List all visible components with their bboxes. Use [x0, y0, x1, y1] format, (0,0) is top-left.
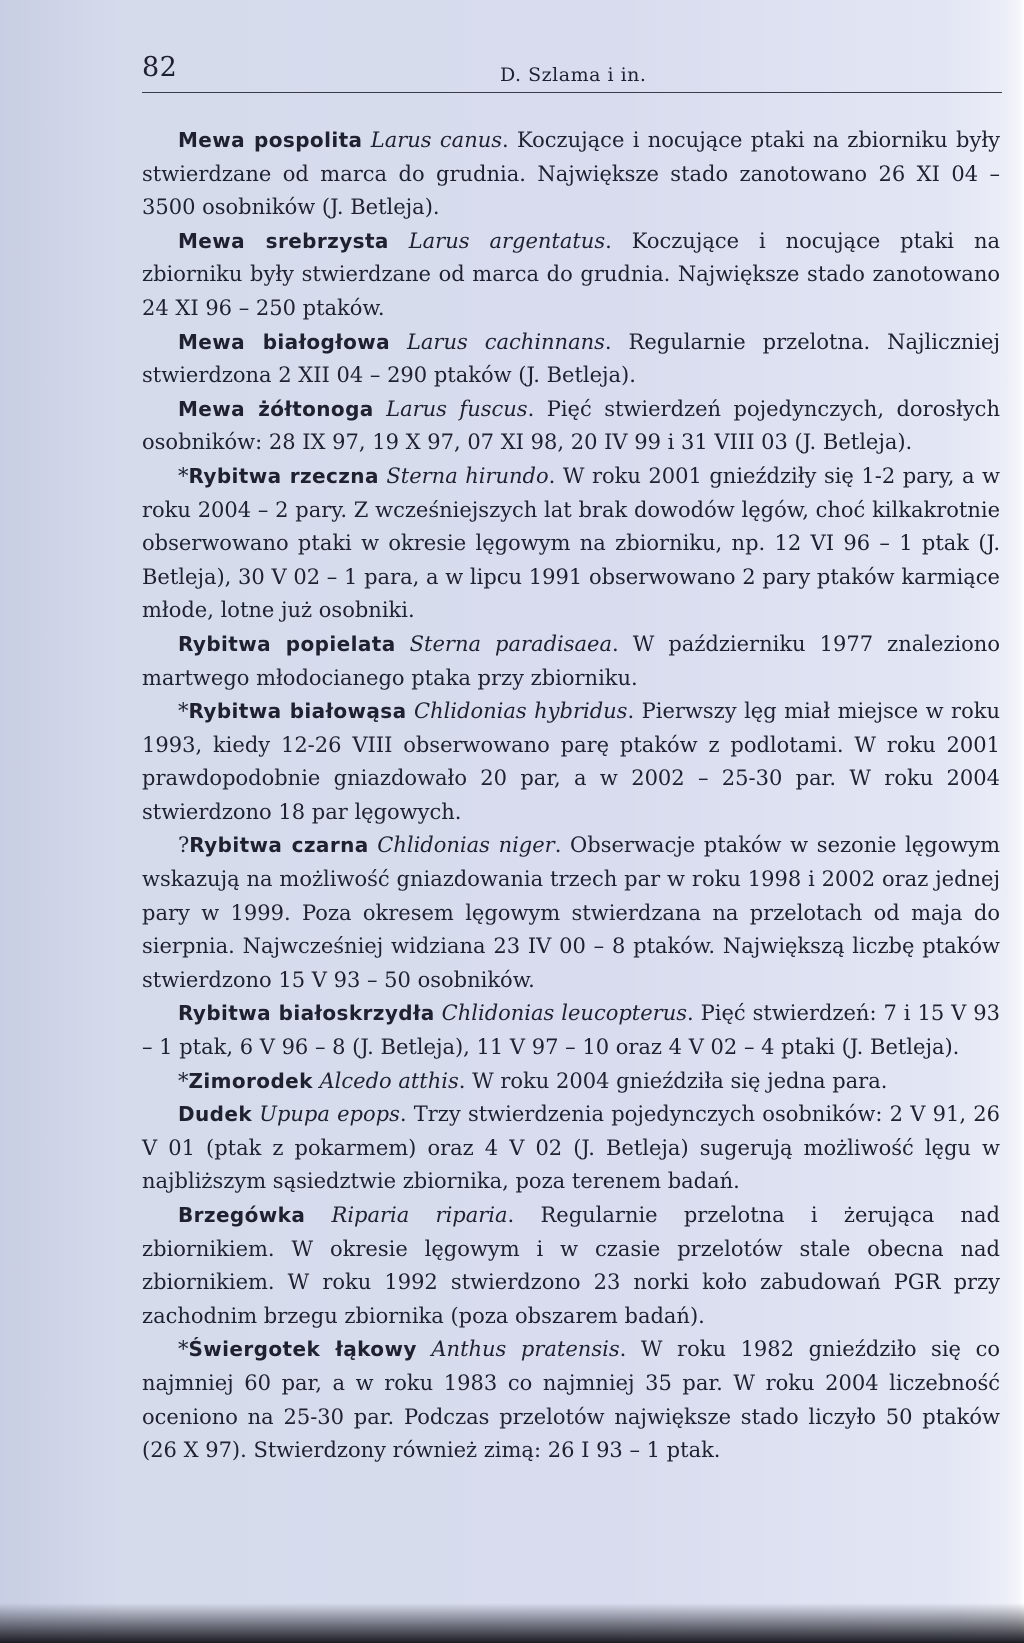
entry-text: . Koczujące i nocujące ptaki na zbiorniku były stwierdzane od marca do grudnia. Największe stado zanotowano 24 XI 96 – 250 ptaków.	[142, 228, 1000, 320]
species-entry	[142, 124, 1000, 225]
latin-name: Larus fuscus	[386, 396, 528, 421]
latin-name: Sterna paradisaea	[409, 631, 612, 656]
species-entry	[142, 326, 1000, 393]
species-entry	[142, 997, 1000, 1064]
latin-name: Chlidonias leucopterus	[441, 1001, 687, 1026]
latin-name: Chlidonias hybridus	[414, 699, 628, 724]
species-name: Mewa pospolita	[178, 128, 363, 152]
page-edge-bottom	[0, 1603, 1024, 1643]
breeding-marker: *	[178, 1068, 189, 1093]
species-name: Zimorodek	[188, 1068, 313, 1093]
entry-text: . W październiku 1977 znaleziono martwego młodocianego ptaka przy zbiorniku.	[142, 631, 1000, 690]
species-entry	[142, 628, 1000, 695]
species-name: Mewa srebrzysta	[178, 228, 389, 253]
entry-text: . Regularnie przelotna. Najliczniej stwierdzona 2 XII 04 – 290 ptaków (J. Betleja).	[142, 329, 1000, 388]
breeding-marker: *	[178, 1337, 189, 1362]
entry-text: . Obserwacje ptaków w sezonie lęgowym wskazują na możliwość gniazdowania trzech par w roku 1998 i 2002 oraz jednej pary w 1999. Poza okresem lęgowym stwierdzana na przelotach od maja do sierpnia. Najwcześniej widziana 23 IV 00 – 8 ptaków. Największą liczbę ptaków stwierdzono 15 V 93 – 50 osobników.	[142, 833, 1000, 992]
species-name: Rybitwa białoskrzydła	[178, 1001, 435, 1026]
uncertain-marker: ?	[178, 833, 190, 858]
species-name: Rybitwa czarna	[189, 833, 369, 858]
running-head: D. Szlama i in.	[500, 64, 647, 86]
entry-text: . W roku 2004 gnieździła się jedna para.	[458, 1068, 888, 1093]
species-name: Brzegówka	[178, 1203, 306, 1227]
breeding-marker: *	[178, 463, 189, 488]
page-number: 82	[142, 52, 178, 83]
species-entry	[142, 1333, 1000, 1467]
entry-text: . Pięć stwierdzeń: 7 i 15 V 93 – 1 ptak, 6 V 96 – 8 (J. Betleja), 11 V 97 – 10 oraz 4 V 02 – 4 ptaki (J. Betleja).	[142, 1001, 1000, 1060]
species-entry	[142, 1199, 1000, 1333]
species-name: Mewa żółtonoga	[178, 396, 374, 421]
breeding-marker: *	[178, 699, 189, 724]
species-name: Rybitwa białowąsa	[188, 699, 407, 724]
species-name: Mewa białogłowa	[178, 329, 390, 354]
species-name: Rybitwa rzeczna	[188, 463, 379, 488]
entry-text: . Pięć stwierdzeń pojedynczych, dorosłych osobników: 28 IX 97, 19 X 97, 07 XI 98, 20 IV 99 i 31 VIII 03 (J. Betleja).	[142, 396, 1000, 455]
latin-name: Sterna hirundo	[386, 463, 549, 488]
entry-text: . Regularnie przelotna i żerująca nad zbiornikiem. W okresie lęgowym i w czasie przelotów stale obecna nad zbiornikiem. W roku 1992 stwierdzono 23 norki koło zabudowań PGR przy zachodnim brzegu zbiornika (poza obszarem badań).	[142, 1203, 1001, 1328]
species-entry	[142, 460, 1000, 628]
entry-text: . W roku 1982 gnieździło się co najmniej 60 par, a w roku 1983 co najmniej 35 par. W roku 2004 liczebność oceniono na 25-30 par. Podczas przelotów największe stado liczyło 50 ptaków (26 X 97). Stwierdzony również zimą: 26 I 93 – 1 ptak.	[142, 1337, 1000, 1463]
latin-name: Alcedo atthis	[319, 1068, 459, 1093]
species-entry	[142, 1098, 1000, 1199]
latin-name: Upupa epops	[259, 1102, 400, 1127]
species-name: Rybitwa popielata	[178, 631, 396, 656]
species-entry	[142, 225, 1000, 326]
entry-text: . W roku 2001 gnieździły się 1-2 pary, a w roku 2004 – 2 pary. Z wcześniejszych lat brak dowodów lęgów, choć kilkakrotnie obserwowano ptaki w okresie lęgowym na zbiorniku, np. 12 VI 96 – 1 ptak (J. Betleja), 30 V 02 – 1 para, a w lipcu 1991 obserwowano 2 pary ptaków karmiące młode, lotne już osobniki.	[142, 463, 1000, 623]
latin-name: Larus argentatus	[408, 228, 606, 253]
entry-text: . Koczujące i nocujące ptaki na zbiorniku były stwierdzane od marca do grudnia. Największe stado zanotowano 26 XI 04 – 3500 osobników (J. Betleja).	[142, 128, 1000, 220]
entry-text: . Pierwszy lęg miał miejsce w roku 1993, kiedy 12-26 VIII obserwowano parę ptaków z podlotami. W roku 2001 prawdopodobnie gniazdowało 20 par, a w 2002 – 25-30 par. W roku 2004 stwierdzono 18 par lęgowych.	[142, 699, 1000, 824]
species-name: Dudek	[178, 1102, 253, 1127]
latin-name: Riparia riparia	[331, 1203, 508, 1227]
entry-text: . Trzy stwierdzenia pojedynczych osobników: 2 V 91, 26 V 01 (ptak z pokarmem) oraz 4 V 02 (J. Betleja) sugerują możliwość lęgu w najbliższym sąsiedztwie zbiornika, poza terenem badań.	[142, 1102, 1000, 1194]
species-list	[142, 124, 1000, 1468]
species-entry	[142, 829, 1000, 997]
species-entry	[142, 1065, 1000, 1099]
latin-name: Chlidonias niger	[377, 833, 555, 858]
page-header	[142, 52, 1002, 93]
latin-name: Larus cachinnans	[406, 329, 605, 354]
page-edge-right	[1006, 0, 1024, 1643]
latin-name: Anthus pratensis	[431, 1337, 620, 1362]
species-entry	[142, 695, 1000, 829]
species-name: Świergotek łąkowy	[188, 1337, 417, 1362]
latin-name: Larus canus	[370, 128, 503, 152]
species-entry	[142, 393, 1000, 460]
